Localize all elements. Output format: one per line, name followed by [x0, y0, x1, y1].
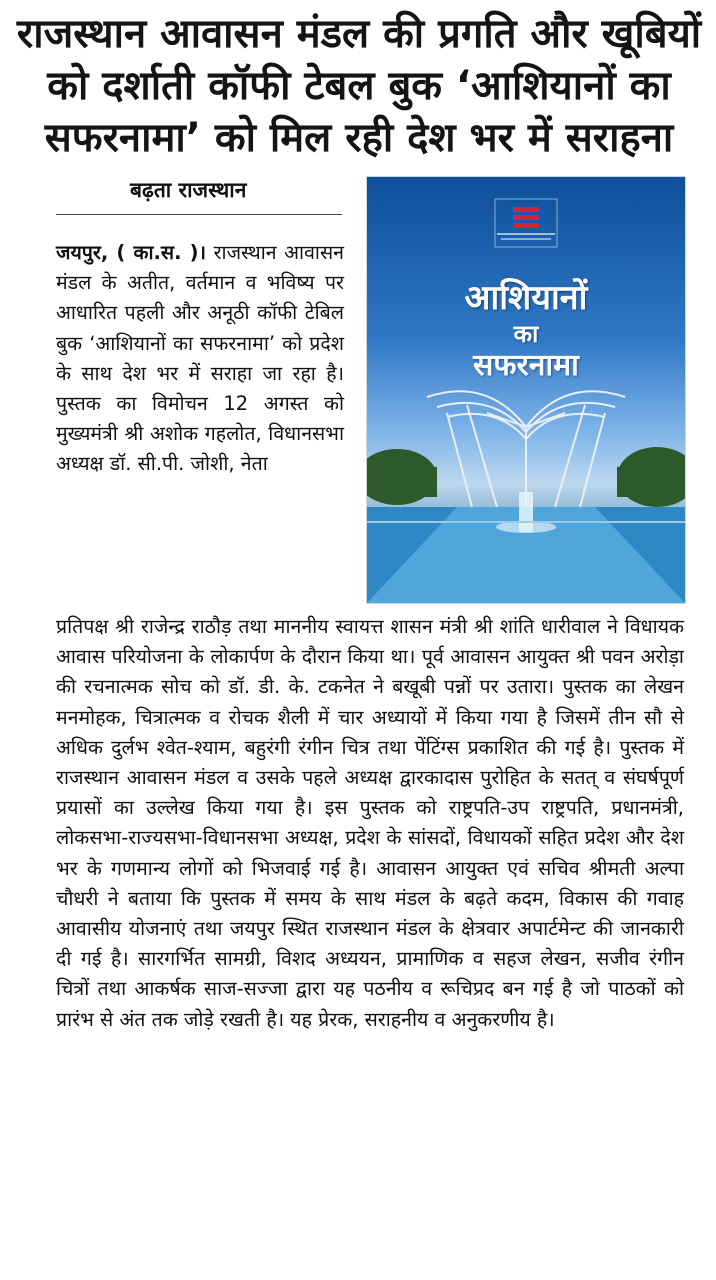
cover-title-line2: का: [513, 320, 539, 348]
dateline: जयपुर, ( का.स. )।: [56, 241, 206, 264]
headline: राजस्थान आवासन मंडल की प्रगति और खूबियों को दर्शाती कॉफी टेबल बुक ‘आशियानों का सफरनामा’ को मिल रही देश भर में सराहना: [16, 11, 702, 161]
article-body: प्रतिपक्ष श्री राजेन्द्र राठौड़ तथा माननीय स्वायत्त शासन मंत्री श्री शांति धारीवाल ने विधायक आवास परियोजना के लोकार्पण के दौरान किया था। पूर्व आवासन आयुक्त श्री पवन अरोड़ा की रचनात्मक सोच को डॉ. डी. के. टकनेत ने बखूबी पन्नों पर उतारा। पुस्तक का लेखन मनमोहक, चित्रात्मक व रोचक शैली में चार अध्यायों में किया गया है जिसमें तीन सौ से अधिक दुर्लभ श्वेत-श्याम, बहुरंगी रंगीन चित्र तथा पेंटिंग्स प्रकाशित की गई है। पुस्तक में राजस्थान आवासन मंडल व उसके पहले अध्यक्ष द्वारकादास पुरोहित के सतत् व संघर्षपूर्ण प्रयासों का उल्लेख किया गया है। इस पुस्तक को राष्ट्रपति-उप राष्ट्रपति, प्रधानमंत्री, लोकसभा-राज्यसभा-विधानसभा अध्यक्ष, प्रदेश के सांसदों, विधायकों सहित प्रदेश और देश भर के गणमान्य लोगों को भिजवाई गई है। आवासन आयुक्त एवं सचिव श्रीमती अल्पा चौधरी ने बताया कि पुस्तक में समय के साथ मंडल के बढ़ते कदम, विकास की गवाह आवासीय योजनाएं तथा जयपुर स्थित राजस्थान मंडल के क्षेत्रवार अपार्टमेन्ट की जानकारी दी गई है। सारगर्भित सामग्री, विशद अध्ययन, प्रामाणिक व सहज लेखन, सजीव रंगीन चित्रों तथा आकर्षक साज-सज्जा द्वारा यह पठनीय व रूचिप्रद बन गई है जो पाठकों को प्रारंभ से अंत तक जोड़े रखती है। यह प्रेरक, सराहनीय व अनुकरणीय है।: [56, 615, 684, 1031]
book-cover-image: [366, 176, 686, 604]
byline: बढ़ता राजस्थान: [130, 178, 247, 202]
rhb-logo-icon: [513, 207, 539, 228]
intro-text: राजस्थान आवासन मंडल के अतीत, वर्तमान व भविष्य पर आधारित पहली और अनूठी कॉफी टेबिल बुक ‘आशियानों का सफरनामा’ को प्रदेश के साथ देश भर में सराहा जा रहा है। पुस्तक का विमोचन 12 अगस्त को मुख्यमंत्री श्री अशोक गहलोत, विधानसभा अध्यक्ष डॉ. सी.पी. जोशी, नेता: [56, 241, 344, 476]
cover-title-line3: सफरनामा: [473, 348, 579, 383]
byline-divider: [56, 214, 342, 215]
cover-illustration: [367, 177, 685, 603]
cover-title-line1: आशियानों: [464, 278, 588, 318]
article-intro: [56, 238, 344, 480]
